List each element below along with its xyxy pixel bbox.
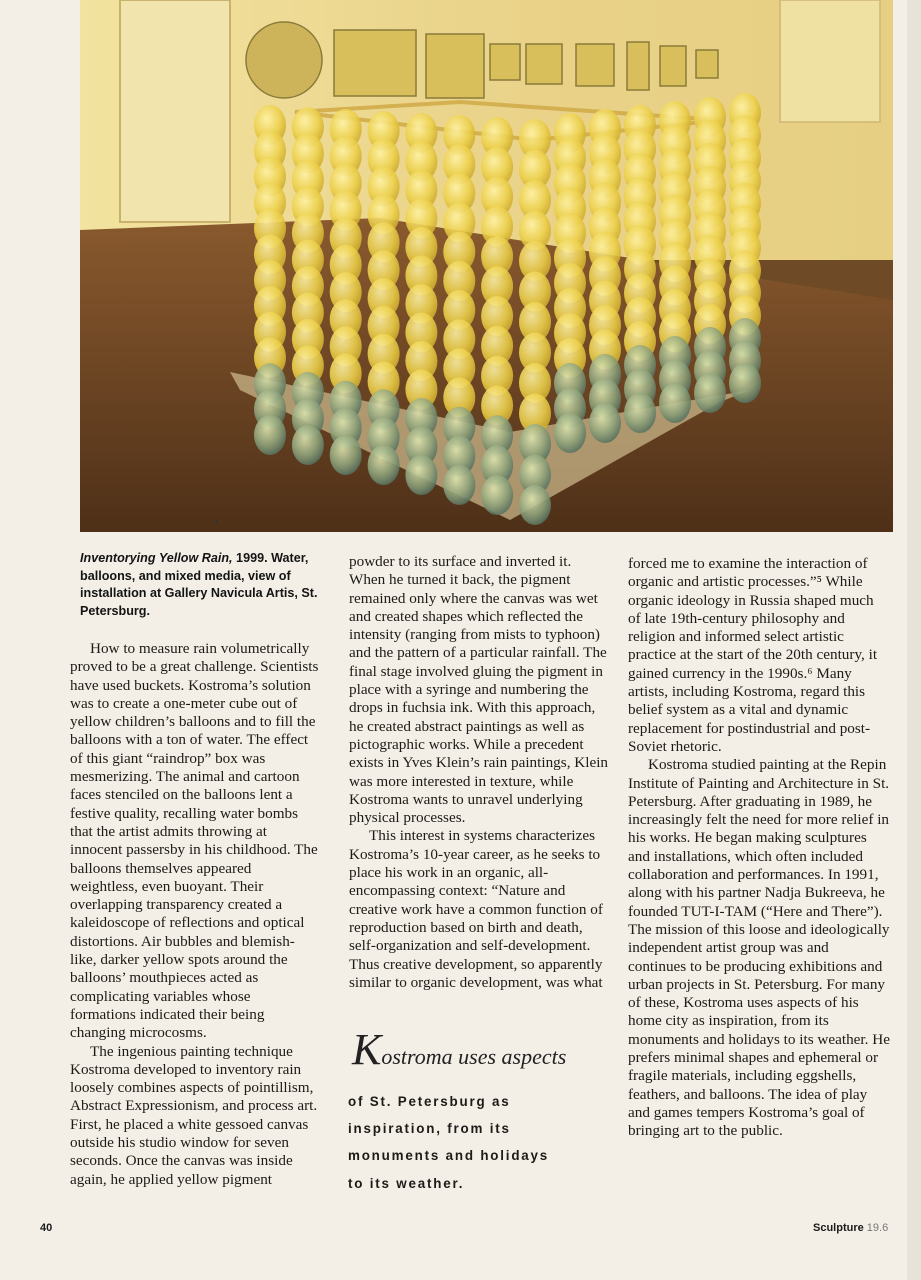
balloon xyxy=(519,485,551,525)
caption-text: 1999. Water, balloons, and mixed media, view of installation at Gallery Navicula Artis, St. Petersburg. xyxy=(80,551,318,618)
balloon xyxy=(659,383,691,423)
magazine-name: Sculpture xyxy=(813,1222,864,1234)
balloon xyxy=(481,475,513,515)
pullquote-line: inspiration, from its xyxy=(348,1121,511,1137)
paragraph: How to measure rain volumetrically proved to be a great challenge. Scientists have used buckets. Kostroma’s solution was to create a one-meter cube out of yellow children’s balloons and to fill the balloons with a ton of water. The effect of this giant “raindrop” box was mesmerizing. The animal and cartoon faces stenciled on the balloons lent a festive quality, recalling water bombs that the artist admits throwing at innocent passersby in his childhood. The balloons themselves appeared weightless, even buoyant. Their overlapping transparency created a kaleidoscope of reflections and optical distortions. Air bubbles and blemish-like, darker yellow spots around the balloons’ mouthpieces acted as complicating variables whose formations indicated their being changing microcosms. xyxy=(70,640,319,1042)
page-edge xyxy=(907,0,921,1280)
pullquote-line: of St. Petersburg as xyxy=(348,1094,511,1109)
issue-number: 19.6 xyxy=(866,1222,889,1234)
photo-caption xyxy=(80,550,320,620)
pullquote xyxy=(348,1088,598,1197)
pullquote-initial: K xyxy=(352,1025,382,1074)
caption-title: Inventorying Yellow Rain, xyxy=(80,551,233,565)
column-3 xyxy=(628,555,890,1141)
pullquote-lead-text: ostroma uses aspects xyxy=(381,1044,567,1069)
balloon xyxy=(624,393,656,433)
paragraph: The ingenious painting technique Kostroma developed to inventory rain loosely combines aspects of pointillism, Abstract Expressionism, and process art. First, he placed a white gessoed canvas outside his studio window for seven seconds. Once the canvas was inside again, he applied yellow pigment xyxy=(70,1042,318,1188)
print-speck xyxy=(215,520,218,523)
balloon xyxy=(554,413,586,453)
paragraph: This interest in systems characterizes Kostroma’s 10-year career, as he seeks to place his work in an organic, all-encompassing context: “Nature and creative work have a common function of reproduction based on birth and death, self-organization and self-development. Thus creative development, so apparently similar to organic development, was what xyxy=(349,827,603,991)
paragraph: Kostroma studied painting at the Repin Institute of Painting and Architecture in St. Petersburg. After graduating in 1989, he increasingly felt the need for more relief in his works. He began making sculptures and installations, which often included collaboration and performances. In 1991, along with his partner Nadja Bukreeva, he founded TUT-I-TAM (“Here and There”). The mission of this loose and ideologically independent artist group was and continues to be producing exhibitions and urban projects in St. Petersburg. For many of these, Kostroma uses aspects of his home city as inspiration, from its monuments and holidays to its weather. He prefers minimal shapes and ephemeral or fragile materials, including eggshells, feathers, and balloons. The idea of play and games tempers Kostroma’s goal of bringing art to the public. xyxy=(628,756,890,1140)
balloon xyxy=(694,373,726,413)
paragraph: powder to its surface and inverted it. When he turned it back, the pigment remained only where the canvas was wet and created shapes which reflected the intensity (ranging from mists to typhoon) and the pattern of a particular rainfall. The final stage involved gluing the pigment in place with a syringe and numbering the drops in fuchsia ink. With this approach, he created abstract paintings as well as pictographic works. While a precedent exists in Yves Klein’s rain paintings, Klein was more interested in texture, while Kostroma wants to unravel underlying physical processes. xyxy=(349,553,609,827)
pullquote-line: to its weather. xyxy=(348,1175,465,1191)
balloon xyxy=(330,435,362,475)
balloon xyxy=(254,415,286,455)
balloon xyxy=(589,403,621,443)
column-1 xyxy=(70,640,320,1189)
balloon xyxy=(292,425,324,465)
balloon xyxy=(405,455,437,495)
installation-photo xyxy=(80,0,893,532)
balloon xyxy=(443,465,475,505)
pullquote-lead xyxy=(352,1025,602,1074)
paragraph: forced me to examine the interaction of organic and artistic processes.”⁵ While organic ideology in Russia shaped much of late 19th-century philosophy and religion and informed select artistic practice at the start of the 20th century, it gained currency in the 1990s.⁶ Many artists, including Kostroma, regard this belief system as a vital and dynamic replacement for postindustrial and post-Soviet rhetoric. xyxy=(628,555,878,755)
magazine-footer xyxy=(813,1222,888,1234)
pullquote-line: monuments and holidays xyxy=(348,1148,550,1164)
balloon xyxy=(729,363,761,403)
balloon xyxy=(368,445,400,485)
column-2 xyxy=(349,553,611,992)
page-number: 40 xyxy=(40,1222,53,1234)
